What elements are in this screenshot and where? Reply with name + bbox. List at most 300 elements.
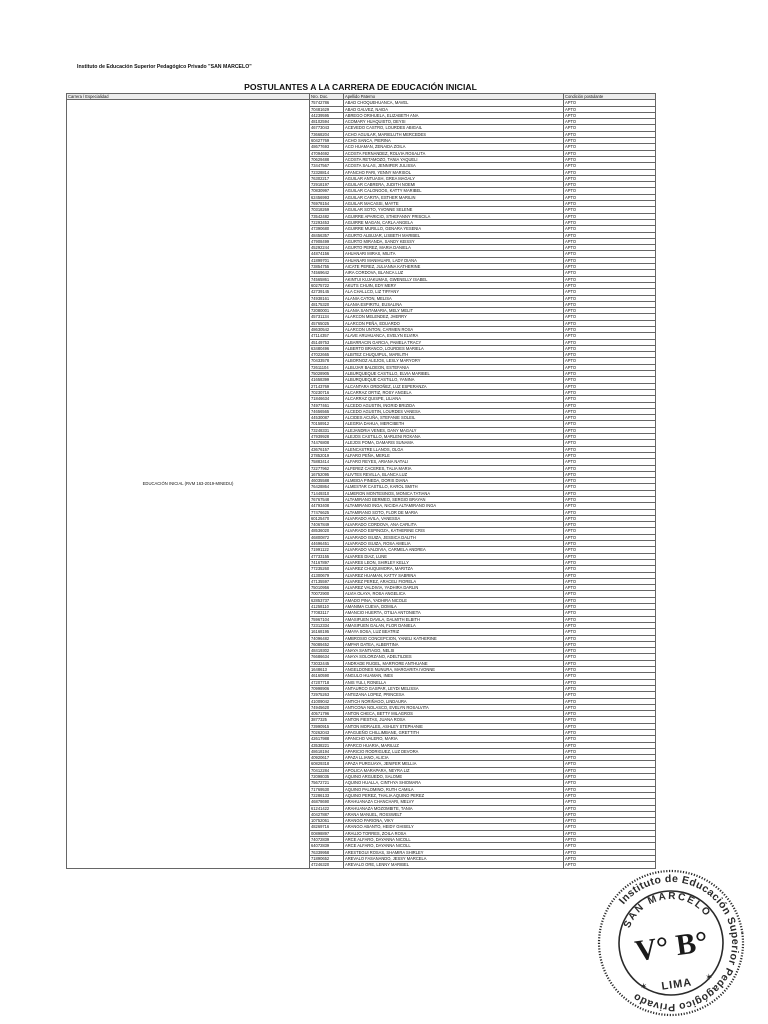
status-cell: APTO xyxy=(564,207,656,213)
status-cell: APTO xyxy=(564,144,656,150)
surname-cell: ABAD GALVEZ, NAIDA xyxy=(344,106,564,112)
doc-number-cell: 76767548 xyxy=(310,497,344,503)
surname-cell: ALVARADO CORDOVA, ANA CARLITA xyxy=(344,522,564,528)
surname-cell: ALMEIDA PINEDA, DORIS DIANA xyxy=(344,478,564,484)
status-cell: APTO xyxy=(564,780,656,786)
status-cell: APTO xyxy=(564,314,656,320)
doc-number-cell: 73854755 xyxy=(310,264,344,270)
doc-number-cell: 48175320 xyxy=(310,301,344,307)
doc-number-cell: 44530087 xyxy=(310,415,344,421)
doc-number-cell: 45292244 xyxy=(310,245,344,251)
doc-number-cell: 47114357 xyxy=(310,333,344,339)
surname-cell: APANCHO VALERO, MARIA xyxy=(344,736,564,742)
surname-cell: AMASIFUEN GALAN, FLOR DANIELA xyxy=(344,622,564,628)
stamp-shape xyxy=(596,868,746,1018)
approval-stamp xyxy=(596,868,746,1018)
surname-cell: ANDRADE RUGEL, MARFIORE ANTHUANE xyxy=(344,660,564,666)
surname-cell: AKINTUI KUJAKUMAS, GWENELLY ISABEL xyxy=(344,276,564,282)
status-cell: APTO xyxy=(564,440,656,446)
doc-number-cell: 74096482 xyxy=(310,635,344,641)
doc-number-cell: 44239595 xyxy=(310,112,344,118)
status-cell: APTO xyxy=(564,352,656,358)
status-cell: APTO xyxy=(564,591,656,597)
institution-name: Instituto de Educación Superior Pedagógico Privado "SAN MARCELO" xyxy=(77,64,252,70)
surname-cell: APAZA LLIANO, ALICIA xyxy=(344,755,564,761)
status-cell: APTO xyxy=(564,528,656,534)
doc-number-cell: 47207718 xyxy=(310,679,344,685)
surname-cell: ALVAREZ VALDIVIA, YADHIRA DARLIN xyxy=(344,585,564,591)
status-cell: APTO xyxy=(564,717,656,723)
status-cell: APTO xyxy=(564,389,656,395)
status-cell: APTO xyxy=(564,163,656,169)
doc-number-cell: 73542482 xyxy=(310,213,344,219)
status-cell: APTO xyxy=(564,150,656,156)
surname-cell: ANIS YULI, RONELLA xyxy=(344,679,564,685)
status-cell: APTO xyxy=(564,837,656,843)
stamp-ring-text: Instituto de Educación Superior Pedagógico Privado xyxy=(616,872,742,1014)
surname-cell: ANAYA SOLORZANO, ADELTILDES xyxy=(344,654,564,660)
surname-cell: ALARCON UNTON, CARMEN ROSA xyxy=(344,326,564,332)
surname-cell: AQUINO ARGUEDO, SALOME xyxy=(344,774,564,780)
surname-cell: ACOSTA RETAMOZO, TANIA YAQUELI xyxy=(344,156,564,162)
doc-number-cell: 76339958 xyxy=(310,849,344,855)
doc-number-cell: 72611104 xyxy=(310,364,344,370)
doc-number-cell: 60427769 xyxy=(310,138,344,144)
doc-number-cell: 47022665 xyxy=(310,352,344,358)
status-cell: APTO xyxy=(564,484,656,490)
surname-cell: APAGUEÑO CHILLIMBANE, GRETTITH xyxy=(344,729,564,735)
status-cell: APTO xyxy=(564,371,656,377)
surname-cell: AMADO PINA, YADHIRA NICOLE xyxy=(344,597,564,603)
status-cell: APTO xyxy=(564,452,656,458)
surname-cell: ANTON FIESTAS, JUANA ROSA xyxy=(344,717,564,723)
status-cell: APTO xyxy=(564,106,656,112)
doc-number-cell: 47908499 xyxy=(310,238,344,244)
status-cell: APTO xyxy=(564,572,656,578)
doc-number-cell: 70433578 xyxy=(310,358,344,364)
status-cell: APTO xyxy=(564,295,656,301)
surname-cell: AMBROSIO CONCEPCION, YANELI KATHERINE xyxy=(344,635,564,641)
doc-number-cell: 45765025 xyxy=(310,320,344,326)
status-cell: APTO xyxy=(564,188,656,194)
surname-cell: AGUIRRE MURILLO, GENARA YESENIA xyxy=(344,226,564,232)
page-title: POSTULANTES A LA CARRERA DE EDUCACIÓN INICIAL xyxy=(244,82,477,92)
doc-number-cell: 42617988 xyxy=(310,736,344,742)
status-cell: APTO xyxy=(564,805,656,811)
status-cell: APTO xyxy=(564,427,656,433)
surname-cell: ALARCON MELENDEZ, JHERRY xyxy=(344,314,564,320)
status-cell: APTO xyxy=(564,534,656,540)
doc-number-cell: 48456357 xyxy=(310,232,344,238)
surname-cell: AREVALO FASANANDO, JESSY MARCELA xyxy=(344,855,564,861)
surname-cell: ALBURQUEQUE CASTILLO, ELVIA MARIBEL xyxy=(344,371,564,377)
surname-cell: AMPAR DATEA, ALBERTINA xyxy=(344,641,564,647)
doc-number-cell: 48618194 xyxy=(310,748,344,754)
surname-cell: ANGULO HUAMAN, INES xyxy=(344,673,564,679)
doc-number-cell: 75742786 xyxy=(310,100,344,106)
surname-cell: ARAUJO TORRES, ZOILA ROSA xyxy=(344,830,564,836)
doc-number-cell: 47939928 xyxy=(310,434,344,440)
surname-cell: ANTON MORALES, ASHLEY STEPHANIE xyxy=(344,723,564,729)
surname-cell: AGUILAR SOTO, YVONNE SELENE xyxy=(344,207,564,213)
doc-number-cell: 77083117 xyxy=(310,610,344,616)
status-cell: APTO xyxy=(564,459,656,465)
doc-number-cell: 71769530 xyxy=(310,786,344,792)
doc-number-cell: 41009042 xyxy=(310,698,344,704)
status-cell: APTO xyxy=(564,648,656,654)
surname-cell: APARCO HUARIA, MARILUZ xyxy=(344,742,564,748)
status-cell: APTO xyxy=(564,213,656,219)
surname-cell: ARCE ALFARO, DAYANNA NICOLL xyxy=(344,843,564,849)
surname-cell: ALFARO PEÑA, MERLE xyxy=(344,452,564,458)
status-cell: APTO xyxy=(564,622,656,628)
status-cell: APTO xyxy=(564,415,656,421)
status-cell: APTO xyxy=(564,251,656,257)
surname-cell: AGUILAR CABRERA, JUDITH NOEMI xyxy=(344,182,564,188)
doc-number-cell: 44696451 xyxy=(310,541,344,547)
surname-cell: ALCEDO AGUSTIN, INGRID BRIZIDA xyxy=(344,402,564,408)
surname-cell: AHUANARI MANIHUARI, LADY DIANA xyxy=(344,257,564,263)
surname-cell: ALVARADO ISUIZA, JESSICA DALITH xyxy=(344,534,564,540)
status-cell: APTO xyxy=(564,478,656,484)
status-cell: APTO xyxy=(564,345,656,351)
status-cell: APTO xyxy=(564,194,656,200)
doc-number-cell: 74476808 xyxy=(310,440,344,446)
stamp-star-left: ✶ xyxy=(639,980,649,992)
surname-cell: AICATE PEREZ, JULIANNA KATHERINE xyxy=(344,264,564,270)
surname-cell: AMANIMA CUEVA, DOMILA xyxy=(344,604,564,610)
doc-number-cell: 42739145 xyxy=(310,289,344,295)
status-cell: APTO xyxy=(564,704,656,710)
surname-cell: AFANCHO PARI, YENNY MARISOL xyxy=(344,169,564,175)
status-cell: APTO xyxy=(564,604,656,610)
status-cell: APTO xyxy=(564,201,656,207)
doc-number-cell: 47094692 xyxy=(310,150,344,156)
surname-cell: ALBORNOZ ALEJOS, LESLY MARYORY xyxy=(344,358,564,364)
surname-cell: ACEVEDO CASTRO, LOURDES ABIGAIL xyxy=(344,125,564,131)
status-cell: APTO xyxy=(564,635,656,641)
status-cell: APTO xyxy=(564,547,656,553)
doc-number-cell: 46800872 xyxy=(310,534,344,540)
doc-number-cell: 47246320 xyxy=(310,862,344,868)
surname-cell: ANTICONA NOLASCO, EVELYN ROSALVITA xyxy=(344,704,564,710)
status-cell: APTO xyxy=(564,799,656,805)
status-cell: APTO xyxy=(564,515,656,521)
surname-cell: ALVAREZ CHUQUIMORA, MARITZA xyxy=(344,566,564,572)
doc-number-cell: 70481629 xyxy=(310,106,344,112)
doc-number-cell: 47390680 xyxy=(310,226,344,232)
surname-cell: AMAYA SOSA, LUZ BEATRIZ xyxy=(344,629,564,635)
status-cell: APTO xyxy=(564,811,656,817)
doc-number-cell: 61241422 xyxy=(310,805,344,811)
surname-cell: ALANIA SANTAMARIA, MELY MELIT xyxy=(344,308,564,314)
status-cell: APTO xyxy=(564,182,656,188)
surname-cell: AGURTO PEREZ, MARIA DANIELA xyxy=(344,245,564,251)
surname-cell: ALANIA ESPIRITU, EUSALINA xyxy=(344,301,564,307)
surname-cell: AQUINO HUALLA, CINTHYA SHIOMARA xyxy=(344,780,564,786)
doc-number-cell: 3877325 xyxy=(310,717,344,723)
status-cell: APTO xyxy=(564,169,656,175)
status-cell: APTO xyxy=(564,862,656,868)
surname-cell: ARESTEGUI ROSAS, SHAMIRA SHIRLEY xyxy=(344,849,564,855)
doc-number-cell: 63480496 xyxy=(310,345,344,351)
surname-cell: AGURTO ALBUJAR, LISBETH MARIBEL xyxy=(344,232,564,238)
doc-number-cell: 44793408 xyxy=(310,503,344,509)
doc-number-cell: 48419302 xyxy=(310,648,344,654)
status-cell: APTO xyxy=(564,629,656,635)
doc-number-cell: 48269716 xyxy=(310,824,344,830)
status-cell: APTO xyxy=(564,774,656,780)
status-cell: APTO xyxy=(564,276,656,282)
surname-cell: ANTON CHECA, BETTY MILAGROS xyxy=(344,711,564,717)
status-cell: APTO xyxy=(564,245,656,251)
surname-cell: ALTAMIRANO SOTO, FLOR DE MARIA xyxy=(344,509,564,515)
column-header-specialty: Carrera / Especialidad xyxy=(67,94,310,100)
surname-cell: ARANGO ABANTO, HEIDY GHISELY xyxy=(344,824,564,830)
status-cell: APTO xyxy=(564,849,656,855)
doc-number-cell: 41258110 xyxy=(310,604,344,610)
status-cell: APTO xyxy=(564,446,656,452)
status-cell: APTO xyxy=(564,748,656,754)
surname-cell: AQUINO PALOMINO, RUTH CAMILA xyxy=(344,786,564,792)
doc-number-cell: 73032445 xyxy=(310,660,344,666)
status-cell: APTO xyxy=(564,660,656,666)
status-cell: APTO xyxy=(564,232,656,238)
doc-number-cell: 41300679 xyxy=(310,572,344,578)
doc-number-cell: 00898897 xyxy=(310,830,344,836)
status-cell: APTO xyxy=(564,119,656,125)
doc-number-cell: 62456993 xyxy=(310,194,344,200)
status-cell: APTO xyxy=(564,818,656,824)
status-cell: APTO xyxy=(564,541,656,547)
status-cell: APTO xyxy=(564,616,656,622)
doc-number-cell: 74072839 xyxy=(310,837,344,843)
doc-number-cell: 74938161 xyxy=(310,295,344,301)
doc-number-cell: 73668204 xyxy=(310,131,344,137)
doc-number-cell: 71890652 xyxy=(310,855,344,861)
status-cell: APTO xyxy=(564,792,656,798)
status-cell: APTO xyxy=(564,339,656,345)
status-cell: APTO xyxy=(564,465,656,471)
status-cell: APTO xyxy=(564,125,656,131)
doc-number-cell: 75010956 xyxy=(310,585,344,591)
doc-number-cell: 70262043 xyxy=(310,729,344,735)
surname-cell: ALVARES LEON, SHIRLEY KELLY xyxy=(344,559,564,565)
doc-number-cell: 43538221 xyxy=(310,742,344,748)
doc-number-cell: 1648613 xyxy=(310,667,344,673)
specialty-cell: EDUCACIÓN INICIAL (RVM 163-2019-MINEDU) xyxy=(67,100,310,868)
doc-number-cell: 75028905 xyxy=(310,371,344,377)
status-cell: APTO xyxy=(564,396,656,402)
doc-number-cell: 72286133 xyxy=(310,792,344,798)
status-cell: APTO xyxy=(564,729,656,735)
surname-cell: ALCEDO AGUSTIN, LOURDES VANESA xyxy=(344,408,564,414)
status-cell: APTO xyxy=(564,131,656,137)
doc-number-cell: 16168195 xyxy=(310,629,344,635)
doc-number-cell: 72328814 xyxy=(310,169,344,175)
surname-cell: ANAYA SANTIAGO, NELSI xyxy=(344,648,564,654)
surname-cell: AMANCIO HUERTA, OTILIA ANTONIETA xyxy=(344,610,564,616)
status-cell: APTO xyxy=(564,471,656,477)
doc-number-cell: 70230716 xyxy=(310,389,344,395)
doc-number-cell: 45731134 xyxy=(310,314,344,320)
status-cell: APTO xyxy=(564,175,656,181)
doc-number-cell: 46773043 xyxy=(310,125,344,131)
doc-number-cell: 70072900 xyxy=(310,591,344,597)
surname-cell: ANTAURCO GASPAR, LEYDI MELISSA xyxy=(344,685,564,691)
surname-cell: AGUILAR MACASSI, MAYTE xyxy=(344,201,564,207)
surname-cell: ALVARADO ESPINOZA, KATHERINE CRIS xyxy=(344,528,564,534)
surname-cell: ANTEZANA LOPEZ, PRINCESA xyxy=(344,692,564,698)
status-cell: APTO xyxy=(564,326,656,332)
surname-cell: ALVIA OLAYA, ROSA ANGELICA xyxy=(344,591,564,597)
doc-number-cell: 48630542 xyxy=(310,326,344,332)
doc-number-cell: 72918197 xyxy=(310,182,344,188)
status-cell: APTO xyxy=(564,289,656,295)
doc-number-cell: 40920617 xyxy=(310,755,344,761)
stamp-inner-text: SAN MARCELO xyxy=(621,890,714,930)
doc-number-cell: 46160590 xyxy=(310,673,344,679)
doc-number-cell: 72975263 xyxy=(310,692,344,698)
surname-cell: AIRA CORDOVA, BLANCA LUZ xyxy=(344,270,564,276)
doc-number-cell: 75967104 xyxy=(310,616,344,622)
surname-cell: AKUTS CHUIN, EDY MERY xyxy=(344,282,564,288)
doc-number-cell: 40427887 xyxy=(310,811,344,817)
doc-number-cell: 76302217 xyxy=(310,175,344,181)
status-cell: APTO xyxy=(564,824,656,830)
status-cell: APTO xyxy=(564,641,656,647)
doc-number-cell: 45149753 xyxy=(310,339,344,345)
doc-number-cell: 74067849 xyxy=(310,522,344,528)
status-cell: APTO xyxy=(564,219,656,225)
status-cell: APTO xyxy=(564,308,656,314)
status-cell: APTO xyxy=(564,767,656,773)
surname-cell: ARAHUANAZA CHANCHARI, MELVY xyxy=(344,799,564,805)
doc-number-cell: 74945620 xyxy=(310,704,344,710)
surname-cell: ALBUJAR BALDEON, ESTEFANIA xyxy=(344,364,564,370)
surname-cell: AGUILAR CALONGOS, KATTY MARIBEL xyxy=(344,188,564,194)
status-cell: APTO xyxy=(564,264,656,270)
status-cell: APTO xyxy=(564,333,656,339)
doc-number-cell: 73990915 xyxy=(310,723,344,729)
doc-number-cell: 43676157 xyxy=(310,446,344,452)
doc-number-cell: 27852019 xyxy=(310,452,344,458)
status-cell: APTO xyxy=(564,112,656,118)
doc-number-cell: 48536020 xyxy=(310,528,344,534)
status-cell: APTO xyxy=(564,282,656,288)
doc-number-cell: 71846634 xyxy=(310,396,344,402)
surname-cell: ALEJOS POMA, DAMARIS SUNAMA xyxy=(344,440,564,446)
status-cell: APTO xyxy=(564,100,656,106)
surname-cell: ALVARADO VALDIVIA, CARMELA ANDREA xyxy=(344,547,564,553)
doc-number-cell: 70998906 xyxy=(310,685,344,691)
doc-number-cell: 46878690 xyxy=(310,799,344,805)
doc-number-cell: 47135597 xyxy=(310,578,344,584)
surname-cell: ALBERTO BRANCO, LOURDES MARIELA xyxy=(344,345,564,351)
surname-cell: ACHO AGUILAR, MARIELUTH MERCEDES xyxy=(344,131,564,137)
surname-cell: ALCARRAZ QUISPE, LILIANA xyxy=(344,396,564,402)
surname-cell: ALEGRIA DAHUA, MERCIBETH xyxy=(344,421,564,427)
doc-number-cell: 77235260 xyxy=(310,566,344,572)
doc-number-cell: 60125470 xyxy=(310,515,344,521)
surname-cell: ANTICH NORIÑAGO, LINDAURA xyxy=(344,698,564,704)
doc-number-cell: 74565861 xyxy=(310,276,344,282)
doc-number-cell: 73447567 xyxy=(310,163,344,169)
surname-cell: ARANA MANUEL, ROSSWELT xyxy=(344,811,564,817)
doc-number-cell: 70629488 xyxy=(310,156,344,162)
surname-cell: APOLICA MARAPARA, NEYRA LIZ xyxy=(344,767,564,773)
doc-number-cell: 70318269 xyxy=(310,207,344,213)
status-cell: APTO xyxy=(564,320,656,326)
status-cell: APTO xyxy=(564,270,656,276)
doc-number-cell: 46035588 xyxy=(310,478,344,484)
surname-cell: ALVARADO AVILA, VANESSA xyxy=(344,515,564,521)
status-cell: APTO xyxy=(564,786,656,792)
surname-cell: AREVALO ORE, LENNY MARIBEL xyxy=(344,862,564,868)
column-header-doc-number: Nro. Doc. xyxy=(310,94,344,100)
status-cell: APTO xyxy=(564,156,656,162)
status-cell: APTO xyxy=(564,761,656,767)
status-cell: APTO xyxy=(564,383,656,389)
doc-number-cell: 60275722 xyxy=(310,282,344,288)
surname-cell: ALARCON PEÑA, EDUARDO xyxy=(344,320,564,326)
doc-number-cell: 72293453 xyxy=(310,219,344,225)
status-cell: APTO xyxy=(564,830,656,836)
status-cell: APTO xyxy=(564,377,656,383)
doc-number-cell: 76089452 xyxy=(310,641,344,647)
surname-cell: ARANGO PARIONA, VIKY xyxy=(344,818,564,824)
doc-number-cell: 44874156 xyxy=(310,251,344,257)
applicants-table xyxy=(66,93,656,869)
surname-cell: ALVAREZ HUAMAN, KATTY SABRINA xyxy=(344,572,564,578)
doc-number-cell: 72080001 xyxy=(310,308,344,314)
doc-number-cell: 75672721 xyxy=(310,780,344,786)
surname-cell: ALBARRACIN GARCIA, PAMELA TRACY xyxy=(344,339,564,345)
doc-number-cell: 47733155 xyxy=(310,553,344,559)
surname-cell: ALCIDES ACUÑA, STEFANIE SOLEIL xyxy=(344,415,564,421)
status-cell: APTO xyxy=(564,736,656,742)
doc-number-cell: 72277962 xyxy=(310,465,344,471)
status-cell: APTO xyxy=(564,238,656,244)
doc-number-cell: 72312334 xyxy=(310,622,344,628)
status-cell: APTO xyxy=(564,559,656,565)
status-cell: APTO xyxy=(564,553,656,559)
surname-cell: ALIVTES REVILLA, BLANCA LUZ xyxy=(344,471,564,477)
doc-number-cell: 70158912 xyxy=(310,421,344,427)
column-header-surname: Apellido Paterno xyxy=(344,94,564,100)
surname-cell: ALBURQUEQUE CASTILLO, YANINA xyxy=(344,377,564,383)
surname-cell: ARCE ALFARO, DAYANNA NICOLL xyxy=(344,837,564,843)
status-cell: APTO xyxy=(564,685,656,691)
stamp-star-right: ✶ xyxy=(704,971,714,983)
surname-cell: ACHO SANCA, PIERINA xyxy=(344,138,564,144)
doc-number-cell: 75883414 xyxy=(310,459,344,465)
status-cell: APTO xyxy=(564,597,656,603)
doc-number-cell: 48677693 xyxy=(310,144,344,150)
status-cell: APTO xyxy=(564,226,656,232)
status-cell: APTO xyxy=(564,679,656,685)
surname-cell: ACOSTA SALAS, JENNIFER JULISSA xyxy=(344,163,564,169)
surname-cell: AGUILAR ANTUASH, GREA MAGALY xyxy=(344,175,564,181)
surname-cell: ABREGO ORIHUELA, ELIZABETH ANA xyxy=(344,112,564,118)
surname-cell: AGUIRRE MAGAN, CARLA ANGELA xyxy=(344,219,564,225)
surname-cell: AGUILAR CARITA, ESTHER MARILIN xyxy=(344,194,564,200)
surname-cell: AMASIFUEN DAVILA, DALMITH ELBITH xyxy=(344,616,564,622)
doc-number-cell: 41899701 xyxy=(310,257,344,263)
surname-cell: AGUIRRE APARICIO, STHEFANNY PRISCILA xyxy=(344,213,564,219)
status-cell: APTO xyxy=(564,257,656,263)
doc-number-cell: 71991122 xyxy=(310,547,344,553)
